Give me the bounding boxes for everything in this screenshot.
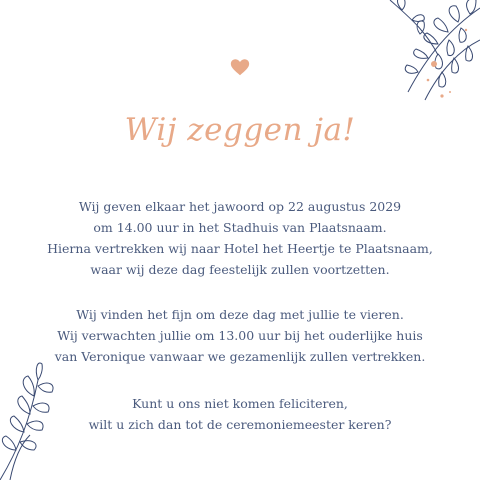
text-line: waar wij deze dag feestelijk zullen voortzetten. xyxy=(90,262,390,277)
paragraph-ceremony xyxy=(0,196,480,280)
paragraph-congratulate xyxy=(0,393,480,435)
leaf-branch-bottom-icon xyxy=(0,340,70,480)
text-line: wilt u zich dan tot de ceremoniemeester keren? xyxy=(88,417,392,432)
text-line: Wij verwachten jullie om 13.00 uur bij het ouderlijke huis xyxy=(57,328,423,343)
text-line: van Veronique vanwaar we gezamenlijk zullen vertrekken. xyxy=(54,349,426,364)
leaf-branch-top-icon xyxy=(330,0,480,110)
text-line: Kunt u ons niet komen feliciteren, xyxy=(132,396,348,411)
text-line: Wij geven elkaar het jawoord op 22 augustus 2029 xyxy=(78,199,402,214)
text-line: om 14.00 uur in het Stadhuis van Plaatsnaam. xyxy=(93,220,387,235)
text-line: Wij vinden het fijn om deze dag met jullie te vieren. xyxy=(76,307,404,322)
text-line: Hierna vertrekken wij naar Hotel het Heertje te Plaatsnaam, xyxy=(47,241,433,256)
headline: Wij zeggen ja! xyxy=(124,112,356,148)
heart-icon xyxy=(229,56,251,78)
paragraph-meeting xyxy=(0,304,480,367)
